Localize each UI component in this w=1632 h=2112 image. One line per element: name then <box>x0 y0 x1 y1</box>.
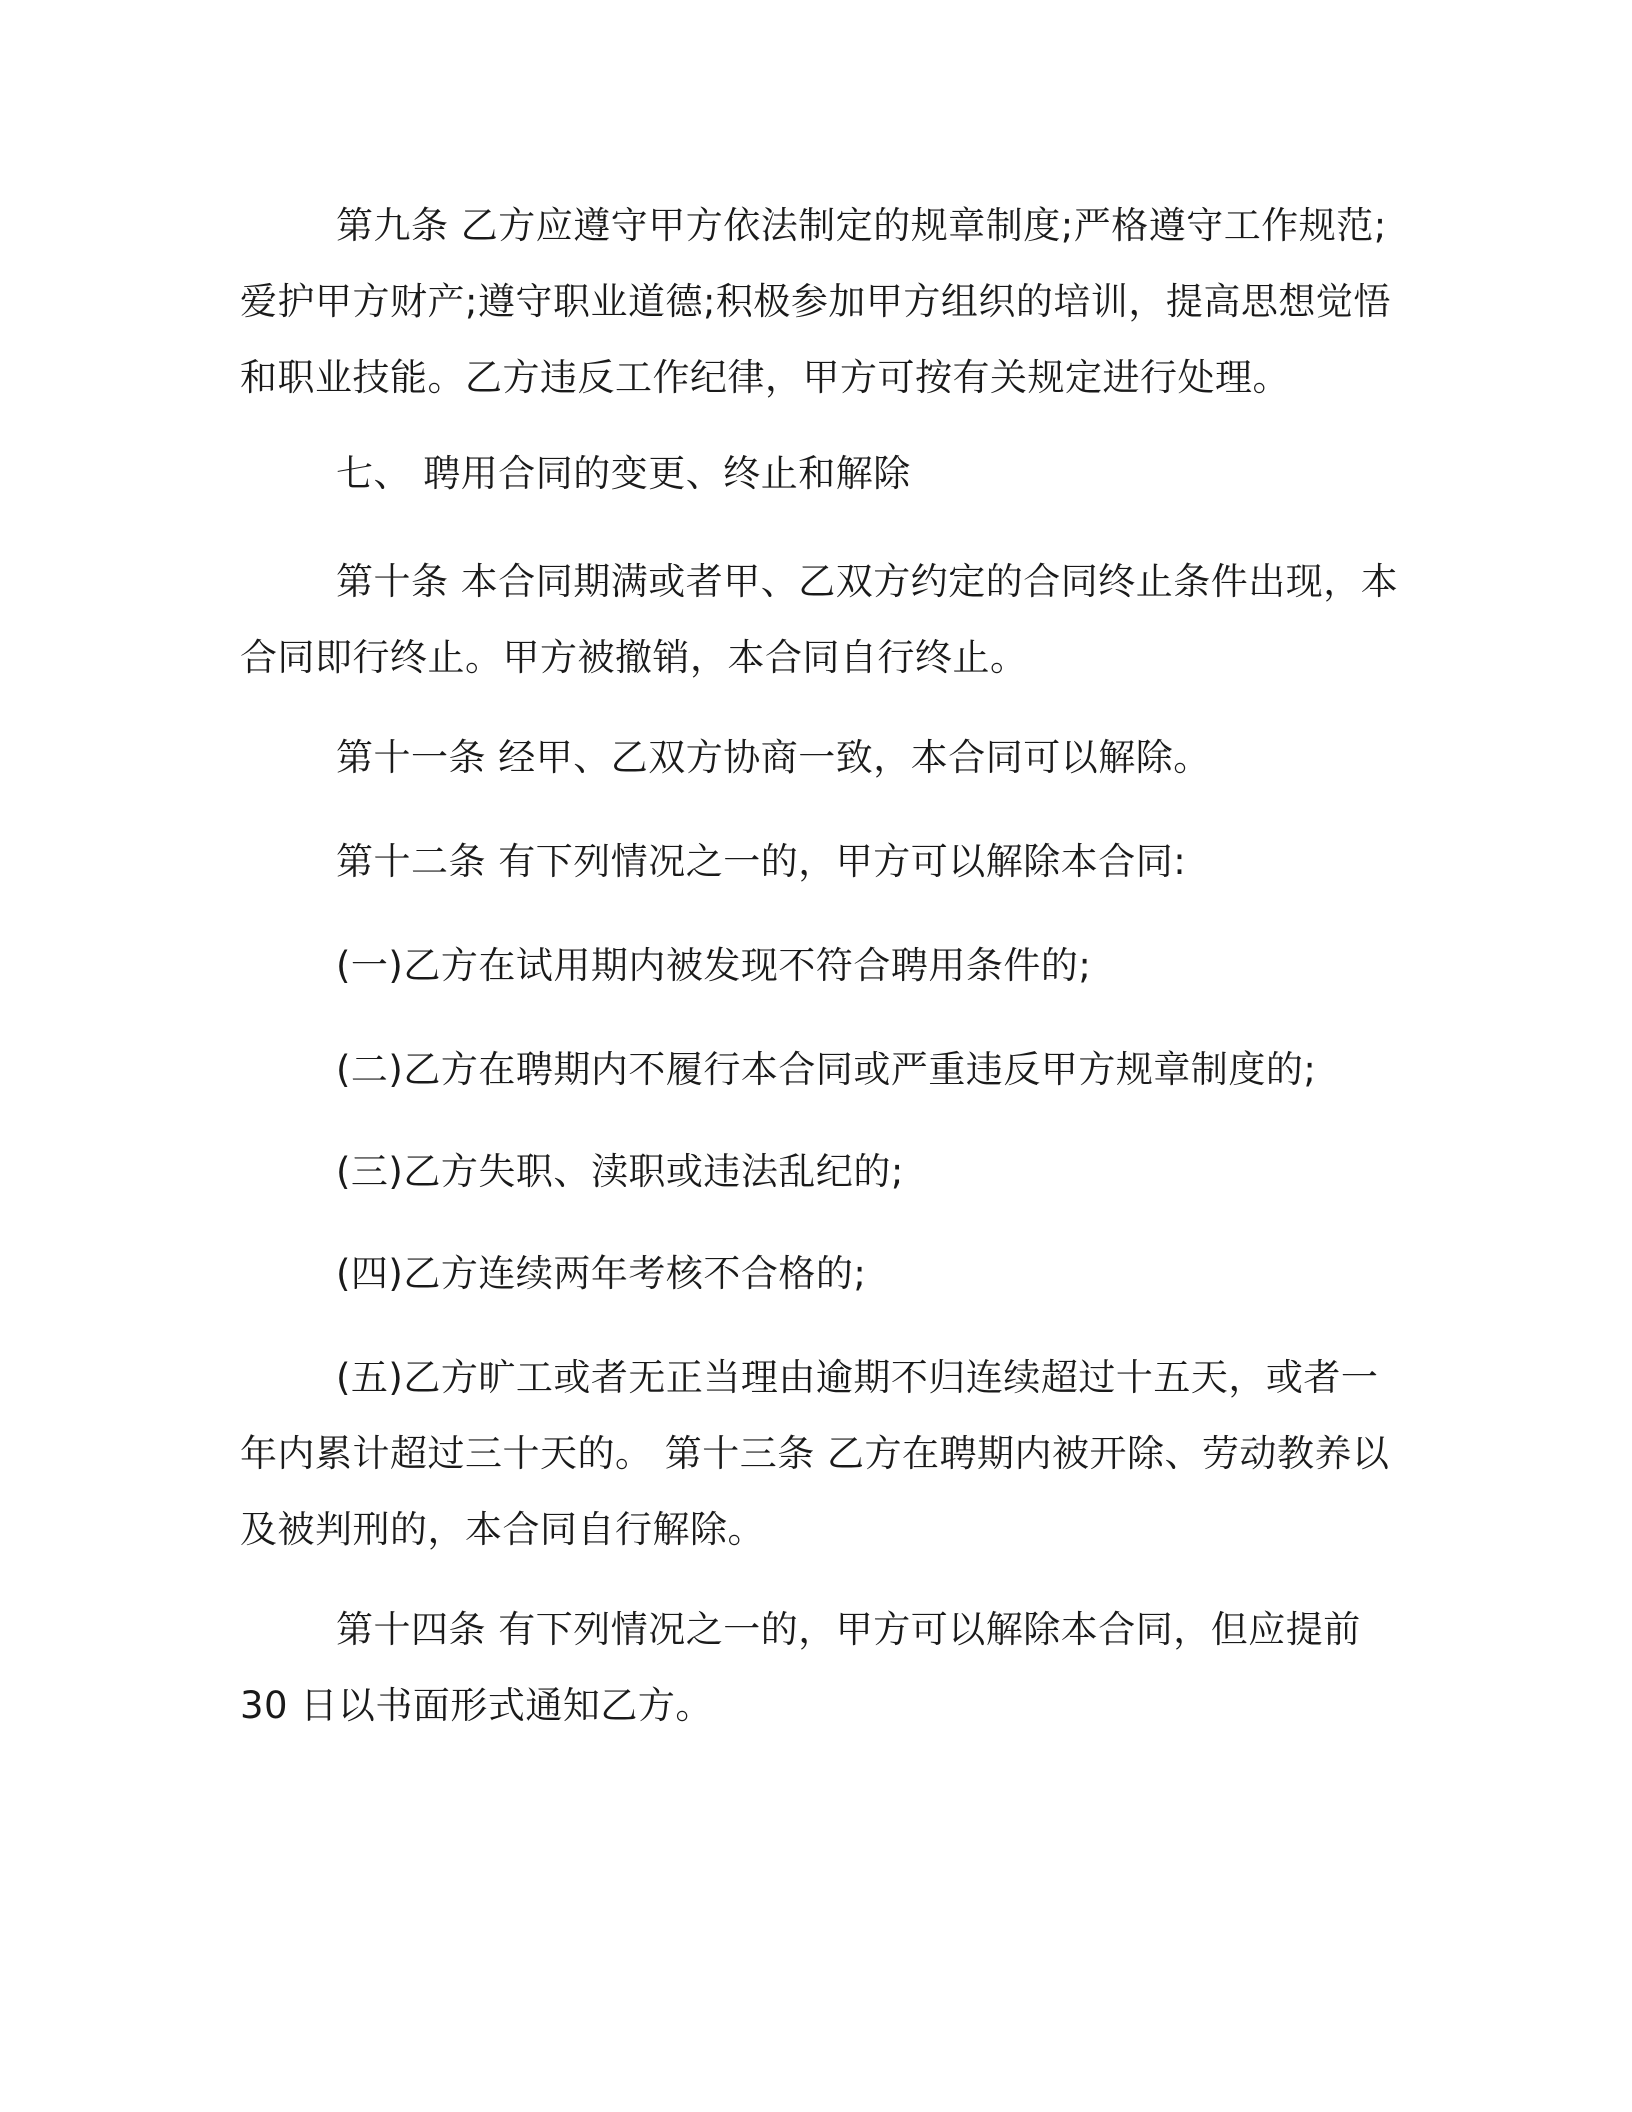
text-line: 第十一条 经甲、乙双方协商一致，本合同可以解除。 <box>336 736 1211 779</box>
list-item <box>240 1032 1390 1108</box>
text-line: 第十四条 有下列情况之一的，甲方可以解除本合同，但应提前 <box>336 1608 1361 1651</box>
text-line: 第十二条 有下列情况之一的，甲方可以解除本合同: <box>336 840 1187 883</box>
article-11-paragraph <box>240 720 1390 796</box>
text-line: (一)乙方在试用期内被发现不符合聘用条件的; <box>336 944 1092 987</box>
list-item <box>240 928 1390 1004</box>
text-line: (五)乙方旷工或者无正当理由逾期不归连续超过十五天，或者一 <box>336 1356 1379 1399</box>
text-line: 第九条 乙方应遵守甲方依法制定的规章制度;严格遵守工作规范; <box>336 204 1387 247</box>
text-line: 七、 聘用合同的变更、终止和解除 <box>336 452 911 495</box>
text-line: (二)乙方在聘期内不履行本合同或严重违反甲方规章制度的; <box>336 1048 1317 1091</box>
text-line: 及被判刑的，本合同自行解除。 <box>240 1508 765 1551</box>
article-14-paragraph <box>240 1592 1390 1744</box>
article-10-paragraph <box>240 544 1399 696</box>
text-line: 30 日以书面形式通知乙方。 <box>240 1684 713 1727</box>
list-item <box>240 1236 1390 1312</box>
text-line: 年内累计超过三十天的。 第十三条 乙方在聘期内被开除、劳动教养以 <box>240 1432 1390 1475</box>
text-line: 合同即行终止。甲方被撤销，本合同自行终止。 <box>240 636 1028 679</box>
article-9-paragraph <box>240 188 1390 416</box>
item-5-article-13-paragraph <box>240 1340 1390 1568</box>
text-line: 和职业技能。乙方违反工作纪律，甲方可按有关规定进行处理。 <box>240 356 1290 399</box>
text-line: (四)乙方连续两年考核不合格的; <box>336 1252 867 1295</box>
text-line: 第十条 本合同期满或者甲、乙双方约定的合同终止条件出现，本 <box>336 560 1399 603</box>
article-12-paragraph <box>240 824 1390 900</box>
list-item <box>240 1134 1390 1210</box>
section-heading <box>240 436 1390 512</box>
text-line: 爱护甲方财产;遵守职业道德;积极参加甲方组织的培训，提高思想觉悟 <box>240 280 1391 323</box>
text-line: (三)乙方失职、渎职或违法乱纪的; <box>336 1150 904 1193</box>
